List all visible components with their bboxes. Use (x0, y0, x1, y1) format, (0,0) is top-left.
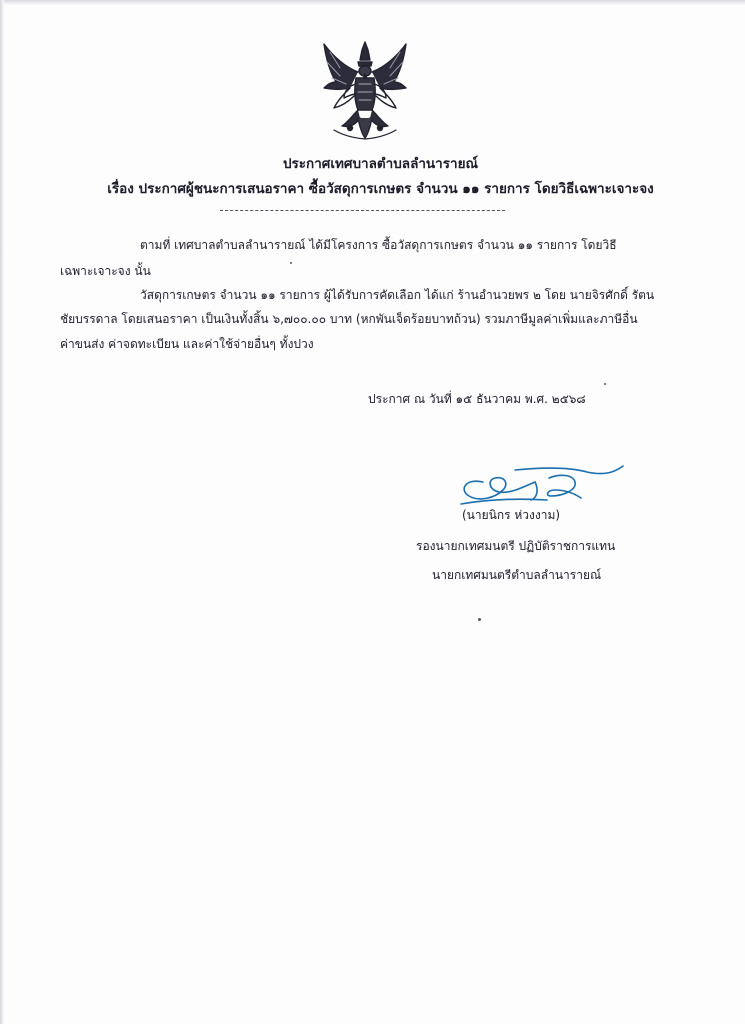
paragraph-2-line-2: ชัยบรรดาล โดยเสนอราคา เป็นเงินทั้งสิ้น ๖,๗๐๐.๐๐ บาท (หกพันเจ็ดร้อยบาทถ้วน) รวมภาษีมูลค่าเพิ่มและภาษีอื่น (60, 312, 638, 326)
scan-speck (290, 262, 292, 264)
paragraph-2-line-3: ค่าขนส่ง ค่าจดทะเบียน และค่าใช้จ่ายอื่นๆ ทั้งปวง (60, 337, 314, 351)
signer-name: (นายนิกร ห่วงงาม) (462, 508, 561, 522)
handwritten-signature (455, 460, 627, 508)
signer-position-acting: รองนายกเทศมนตรี ปฏิบัติราชการแทน (416, 539, 616, 553)
title-divider (220, 210, 505, 211)
announcement-date: ประกาศ ณ วันที่ ๑๕ ธันวาคม พ.ศ. ๒๕๖๘ (368, 392, 586, 406)
paragraph-2-line-1: วัสดุการเกษตร จำนวน ๑๑ รายการ ผู้ได้รับการคัดเลือก ได้แก่ ร้านอำนวยพร ๒ โดย นายจิรศักดิ์ รัตน (140, 288, 655, 302)
paragraph-1-line-2: เฉพาะเจาะจง นั้น (60, 264, 151, 278)
paragraph-1-line-1: ตามที่ เทศบาลตำบลลำนารายณ์ ได้มีโครงการ ซื้อวัสดุการเกษตร จำนวน ๑๑ รายการ โดยวิธี (140, 238, 617, 252)
scan-edge-left (0, 0, 4, 1024)
scan-edge-top (0, 0, 745, 5)
document-title: ประกาศเทศบาลตำบลลำนารายณ์ (282, 156, 479, 172)
garuda-emblem-icon (314, 38, 416, 142)
signer-position-mayor: นายกเทศมนตรีตำบลลำนารายณ์ (432, 568, 602, 582)
scan-speck (478, 618, 481, 621)
scan-speck (604, 383, 606, 385)
document-subject: เรื่อง ประกาศผู้ชนะการเสนอราคา ซื้อวัสดุการเกษตร จำนวน ๑๑ รายการ โดยวิธีเฉพาะเจาะจง (107, 181, 654, 197)
